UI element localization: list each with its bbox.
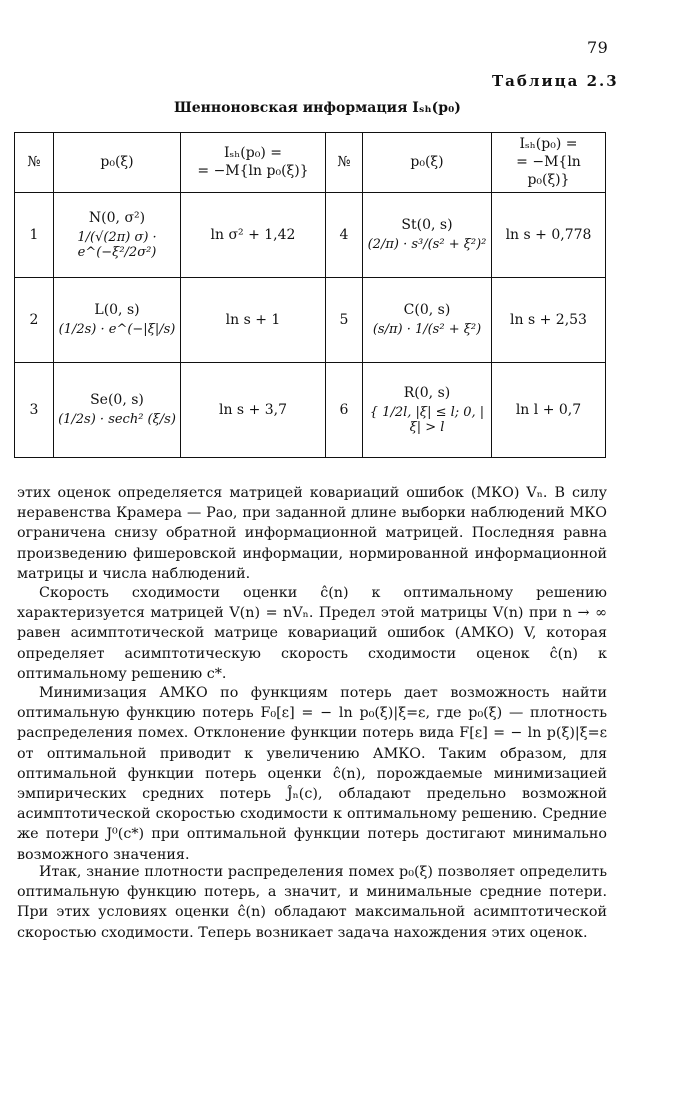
paragraph-text: Итак, знание плотности распределения помех p₀(ξ) позволяет определить оптимальную функцию потерь, а значит, и минимальные средние потери. При этих условиях оценки ĉ(n) обладают максимальной асимптотической скоростью сходимости. Теперь возникает задача нахождения этих оценок.: [17, 864, 607, 941]
distribution-formula: (2/π) · s³/(s² + ξ²)²: [367, 237, 487, 253]
body-paragraph-3: [17, 683, 607, 865]
density-cell: [363, 192, 492, 277]
header-information: [181, 133, 326, 193]
information-value: ln l + 0,7: [492, 362, 606, 457]
header-information-2: [492, 133, 606, 193]
information-value: ln s + 0,778: [492, 192, 606, 277]
paragraph-text: этих оценок определяется матрицей ковариаций ошибок (МКО) Vₙ. В силу неравенства Крамера — Рао, при заданной длине выборки наблюдений МКО ограничена снизу обратной информационной матрицей. Последняя равна произведению фишеровской информации, нормированной информационной матрицы и числа наблюдений.: [17, 485, 607, 582]
row-number: 4: [326, 192, 363, 277]
row-number: 2: [15, 277, 54, 362]
distribution-formula: (1/2s) · sech² (ξ/s): [58, 412, 176, 428]
header-information-2-line2: = −M{ln p₀(ξ)}: [516, 154, 581, 189]
row-number: 3: [15, 362, 54, 457]
header-information-line1: Iₛₕ(p₀) =: [224, 145, 282, 162]
row-number: 1: [15, 192, 54, 277]
table-caption: Шенноновская информация Iₛₕ(p₀): [174, 100, 461, 116]
distribution-formula: 1/(√(2π) σ) · e^(−ξ²/2σ²): [77, 229, 157, 260]
body-paragraph-4: [17, 862, 607, 943]
distribution-name: C(0, s): [403, 302, 451, 319]
density-cell: [363, 362, 492, 457]
header-density: p₀(ξ): [54, 133, 181, 193]
table-header-row: [15, 133, 606, 193]
information-value: ln s + 3,7: [181, 362, 326, 457]
body-paragraph-1: [17, 483, 607, 584]
header-number-2: №: [326, 133, 363, 193]
table-row: [15, 192, 606, 277]
distribution-name: N(0, σ²): [88, 209, 146, 226]
header-number: №: [15, 133, 54, 193]
table-label: Таблица 2.3: [492, 72, 619, 90]
row-number: 5: [326, 277, 363, 362]
distribution-name: St(0, s): [401, 217, 453, 234]
information-value: ln s + 2,53: [492, 277, 606, 362]
header-information-2-line1: Iₛₕ(p₀) =: [519, 136, 578, 152]
distribution-formula: (1/2s) · e^(−|ξ|/s): [58, 322, 176, 338]
distribution-name: Se(0, s): [90, 392, 144, 409]
header-density-2: p₀(ξ): [363, 133, 492, 193]
body-paragraph-2: [17, 583, 607, 684]
density-cell: [363, 277, 492, 362]
paragraph-text: Скорость сходимости оценки ĉ(n) к оптимальному решению характеризуется матрицей V(n) = nVₙ. Предел этой матрицы V(n) при n → ∞ равен асимптотической матрице ковариаций ошибок (АМКО) V, которая определяет асимптотическую скорость сходимости оценок ĉ(n) к оптимальному решению c*.: [17, 585, 607, 682]
density-cell: [54, 277, 181, 362]
distribution-name: R(0, s): [403, 384, 451, 401]
density-cell: [54, 362, 181, 457]
distribution-formula: (s/π) · 1/(s² + ξ²): [372, 322, 482, 338]
header-information-line2: = −M{ln p₀(ξ)}: [197, 163, 309, 180]
page-number: 79: [587, 38, 609, 57]
information-value: ln s + 1: [181, 277, 326, 362]
distribution-formula: { 1/2l, |ξ| ≤ l; 0, |ξ| > l: [369, 404, 485, 435]
row-number: 6: [326, 362, 363, 457]
distribution-name: L(0, s): [94, 302, 140, 319]
paragraph-text: Минимизация АМКО по функциям потерь дает возможность найти оптимальную функцию потерь F₀[ε] = − ln p₀(ξ)|ξ=ε, где p₀(ξ) — плотность распределения помех. Отклонение функции потерь вида F[ε] = − ln p(ξ)|ξ=ε от оптимальной приводит к увеличению АМКО. Таким образом, для оптимальной функции потерь оценки ĉ(n), порождаемые минимизацией эмпирических средних потерь Ĵₙ(c), обладают предельно возможной асимптотической скоростью сходимости к оптимальному решению. Средние же потери J⁰(c*) при оптимальной функции потерь достигают минимально возможного значения.: [17, 685, 607, 863]
density-cell: [54, 192, 181, 277]
shannon-information-table: [14, 132, 606, 458]
information-value: ln σ² + 1,42: [181, 192, 326, 277]
table-row: [15, 277, 606, 362]
table-row: [15, 362, 606, 457]
